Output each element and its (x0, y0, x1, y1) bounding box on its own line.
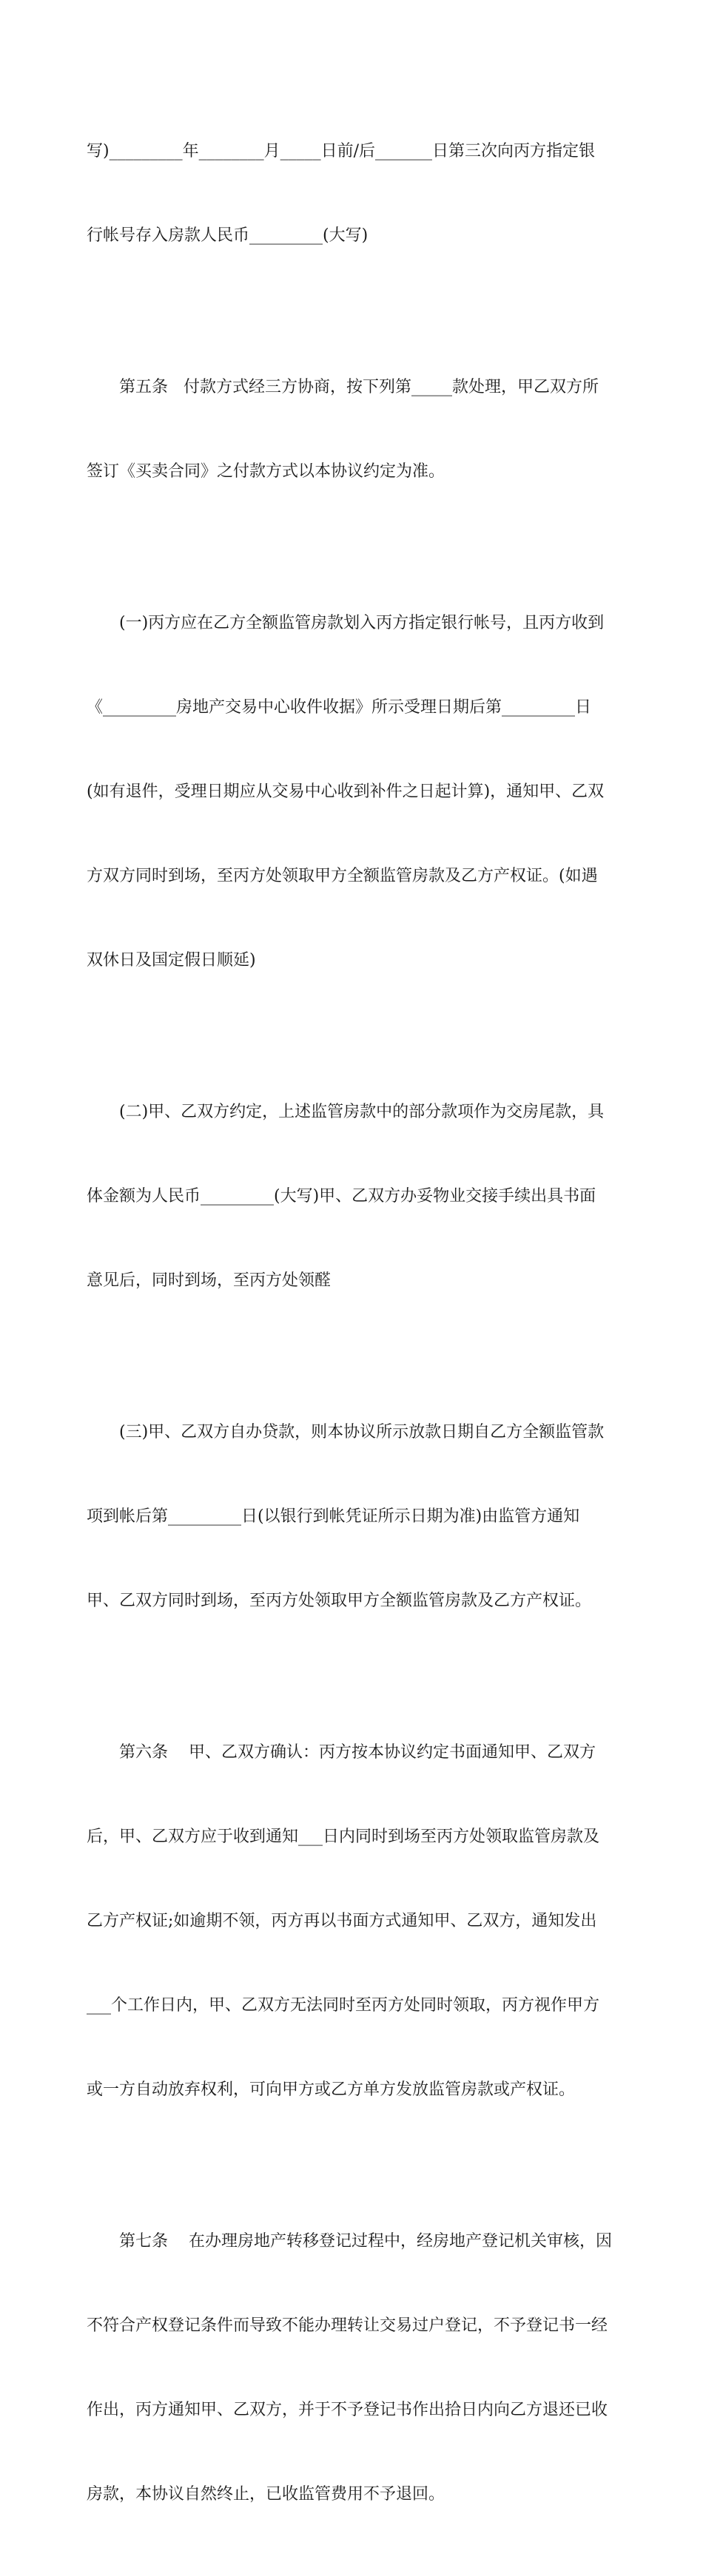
text-line: 行帐号存入房款人民币_________(大写) (87, 226, 369, 245)
text-line: 乙方产权证;如逾期不领，丙方再以书面方式通知甲、乙双方，通知发出 (87, 1912, 597, 1930)
text-line: 作出，丙方通知甲、乙双方，并于不予登记书作出拾日内向乙方退还已收 (87, 2401, 608, 2419)
text-line: 第五条 付款方式经三方协商，按下列第_____款处理，甲乙双方所 (119, 378, 599, 396)
text-line: 双休日及国定假日顺延) (87, 951, 256, 970)
text-line: ___个工作日内，甲、乙双方无法同时至丙方处同时领取，丙方视作甲方 (87, 1996, 600, 2015)
text-line: 《_________房地产交易中心收件收据》所示受理日期后第_________日 (87, 698, 592, 717)
text-line: 后，甲、乙双方应于收到通知___日内同时到场至丙方处领取监管房款及 (87, 1828, 600, 1846)
text-line: (如有退件，受理日期应从交易中心收到补件之日起计算)，通知甲、乙双 (87, 782, 605, 801)
text-line: (二)甲、乙双方约定，上述监管房款中的部分款项作为交房尾款，具 (119, 1103, 605, 1121)
text-line: 甲、乙双方同时到场，至丙方处领取甲方全额监管房款及乙方产权证。 (87, 1592, 592, 1610)
paragraph-article-7 (87, 2171, 616, 2565)
text-line: 写)_________年________月_____日前/后_______日第三次向丙方指定银 (87, 142, 595, 160)
text-line: 意见后，同时到场，至丙方处领醛 (87, 1271, 332, 1290)
text-line: 签订《买卖合同》之付款方式以本协议约定为准。 (87, 462, 445, 481)
paragraph-payment-third (87, 81, 616, 306)
paragraph-article-6 (87, 1683, 616, 2160)
paragraph-article-5 (87, 317, 616, 542)
text-line: 项到帐后第_________日(以银行到帐凭证所示日期为准)由监管方通知 (87, 1507, 580, 1526)
text-line: 第七条 在办理房地产转移登记过程中，经房地产登记机关审核，因 (119, 2232, 612, 2251)
document-page (87, 81, 616, 2576)
paragraph-clause-3 (87, 1362, 616, 1671)
text-line: 体金额为人民币_________(大写)甲、乙双方办妥物业交接手续出具书面 (87, 1187, 596, 1206)
text-line: 房款，本协议自然终止，已收监管费用不予退回。 (87, 2485, 445, 2504)
text-line: 不符合产权登记条件而导致不能办理转让交易过户登记，不予登记书一经 (87, 2316, 608, 2335)
paragraph-clause-2 (87, 1042, 616, 1351)
text-line: 第六条 甲、乙双方确认：丙方按本协议约定书面通知甲、乙双方 (119, 1743, 596, 1762)
text-line: 方双方同时到场，至丙方处领取甲方全额监管房款及乙方产权证。(如遇 (87, 867, 598, 885)
text-line: 或一方自动放弃权利，可向甲方或乙方单方发放监管房款或产权证。 (87, 2080, 576, 2099)
text-line: (一)丙方应在乙方全额监管房款划入丙方指定银行帐号，且丙方收到 (119, 614, 605, 632)
text-line: (三)甲、乙双方自办贷款，则本协议所示放款日期自乙方全额监管款 (119, 1423, 605, 1441)
paragraph-clause-1 (87, 553, 616, 1031)
